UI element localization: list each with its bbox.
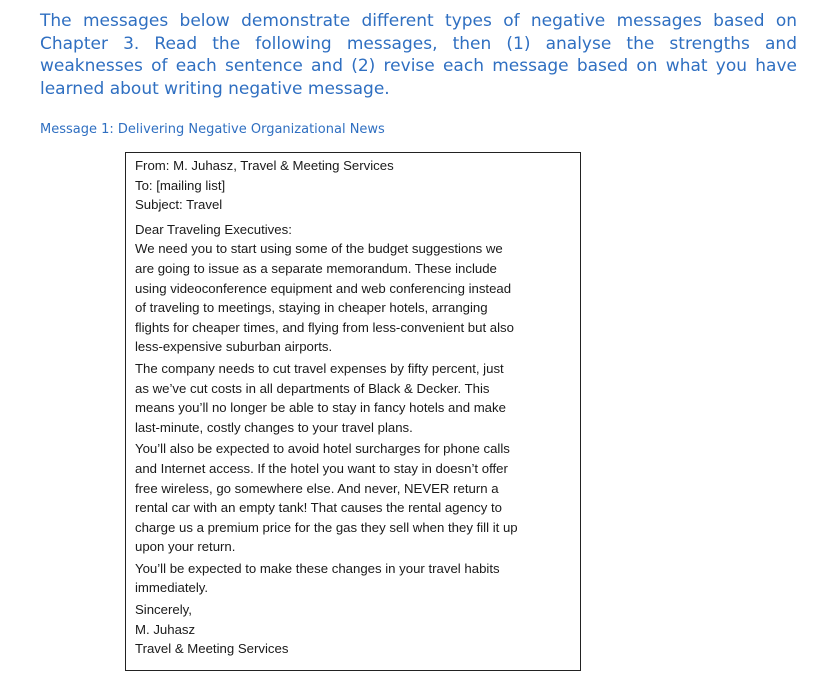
memo-line: You’ll also be expected to avoid hotel surcharges for phone calls xyxy=(135,441,510,457)
memo-signature-dept: Travel & Meeting Services xyxy=(135,641,289,657)
memo-line: We need you to start using some of the budget suggestions we xyxy=(135,241,503,257)
memo-line: last-minute, costly changes to your travel plans. xyxy=(135,419,413,435)
memo-line: as we’ve cut costs in all departments of Black & Decker. This xyxy=(135,380,490,396)
memo-paragraph-2 xyxy=(135,359,580,437)
memo-line: less-expensive suburban airports. xyxy=(135,339,333,355)
memo-line: upon your return. xyxy=(135,539,236,555)
memo-line: free wireless, go somewhere else. And never, NEVER return a xyxy=(135,480,499,496)
memo-line: and Internet access. If the hotel you want to stay in doesn’t offer xyxy=(135,460,508,476)
memo-paragraph-4 xyxy=(135,559,580,598)
memo-line: immediately. xyxy=(135,580,209,596)
memo-line: flights for cheaper times, and flying from less-convenient but also xyxy=(135,319,514,335)
memo-line: The company needs to cut travel expenses by fifty percent, just xyxy=(135,360,504,376)
memo-paragraph-1 xyxy=(135,239,580,357)
memo-paragraph-3 xyxy=(135,439,580,557)
memo-line: of traveling to meetings, staying in cheaper hotels, arranging xyxy=(135,300,488,316)
memo-line: means you’ll no longer be able to stay in fancy hotels and make xyxy=(135,400,506,416)
memo-signature-name: M. Juhasz xyxy=(135,621,196,637)
message-1-heading: Message 1: Delivering Negative Organizational News xyxy=(40,122,385,137)
memo-subject: Subject: Travel xyxy=(135,197,223,213)
memo-from: From: M. Juhasz, Travel & Meeting Services xyxy=(135,158,394,173)
instructions-text: The messages below demonstrate different types of negative messages based on Chapter 3. Read the following messages, then (1) analyse the strengths and weaknesses of each sentence and (2) revise each message based on what you have learned about writing negative message. xyxy=(40,11,797,99)
memo-line: are going to issue as a separate memorandum. These include xyxy=(135,260,497,276)
memo-line: rental car with an empty tank! That causes the rental agency to xyxy=(135,500,503,516)
memo-to: To: [mailing list] xyxy=(135,177,226,193)
memo-greeting: Dear Traveling Executives: xyxy=(135,221,292,237)
memo-box xyxy=(125,152,581,671)
memo-line: using videoconference equipment and web conferencing instead xyxy=(135,280,512,296)
memo-line: You’ll be expected to make these changes in your travel habits xyxy=(135,560,500,576)
memo-closing: Sincerely, xyxy=(135,602,192,618)
memo-line: charge us a premium price for the gas they sell when they fill it up xyxy=(135,519,518,535)
